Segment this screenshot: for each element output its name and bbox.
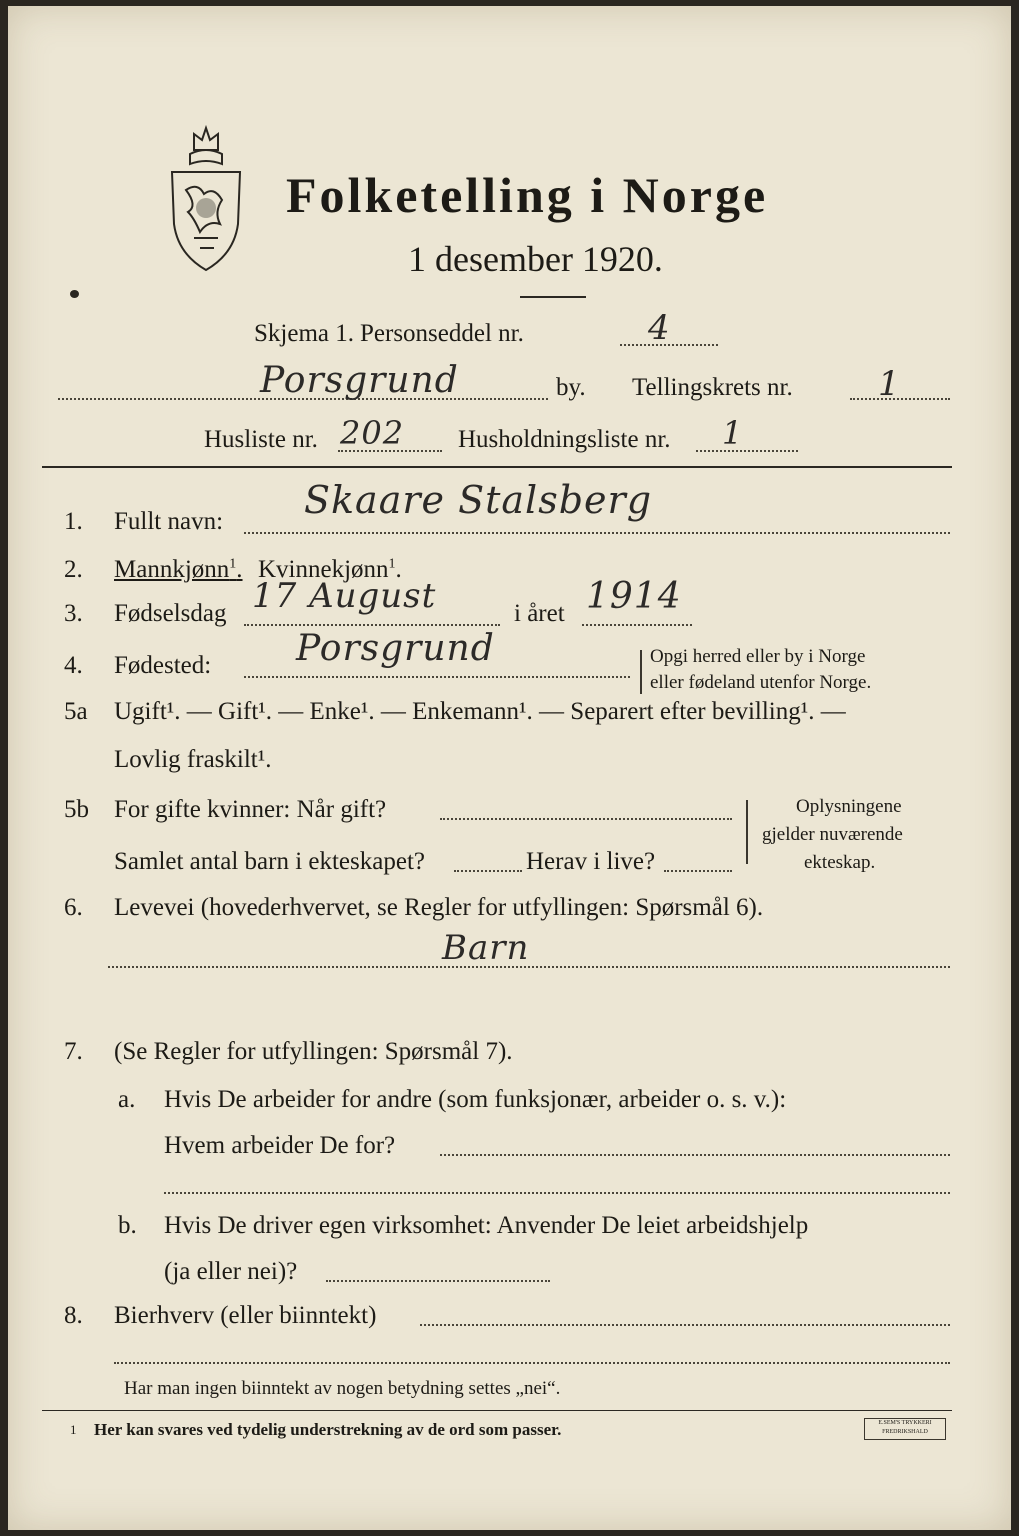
by-value[interactable]: Porsgrund	[260, 360, 459, 401]
q4-label: Fødested:	[114, 652, 212, 679]
employer-field-line-2[interactable]	[164, 1192, 950, 1194]
census-date: 1 desember 1920.	[408, 239, 663, 279]
husholdning-label: Husholdningsliste nr.	[458, 426, 671, 453]
note-bracket	[640, 650, 642, 694]
birth-year-value[interactable]: 1914	[586, 576, 682, 617]
marital-status-divorced[interactable]: Lovlig fraskilt¹.	[114, 746, 272, 773]
q7-number: 7.	[64, 1038, 83, 1065]
marital-status-options[interactable]: Ugift¹. — Gift¹. — Enke¹. — Enkemann¹. — Separert efter bevilling¹. —	[114, 698, 846, 725]
occupation-field-line[interactable]	[108, 966, 950, 968]
husliste-value[interactable]: 202	[340, 414, 405, 452]
footnote-marker: 1	[388, 556, 396, 572]
employer-field-line[interactable]	[440, 1154, 950, 1156]
note-bracket	[746, 800, 748, 864]
q2-number: 2.	[64, 556, 83, 583]
q3-number: 3.	[64, 600, 83, 627]
ink-spot	[70, 290, 79, 298]
occupation-label: Levevei (hovederhvervet, se Regler for utfyllingen: Spørsmål 6).	[114, 894, 764, 921]
form-title: Folketelling i Norge	[286, 167, 769, 223]
q7b-question: Hvis De driver egen virksomhet: Anvender De leiet arbeidshjelp	[164, 1212, 809, 1239]
birthplace-field-line[interactable]	[244, 676, 630, 678]
married-when-field-line[interactable]	[440, 818, 732, 820]
marriage-note-3: ekteskap.	[804, 852, 876, 873]
printer-stamp	[864, 1418, 946, 1440]
children-alive-field-line[interactable]	[664, 870, 732, 872]
marriage-note-2: gjelder nuværende	[762, 824, 903, 845]
sex-option-male[interactable]: Mannkjønn$^1$.	[114, 556, 243, 583]
q4-number: 4.	[64, 652, 83, 679]
birthplace-value[interactable]: Porsgrund	[296, 628, 495, 669]
footnote-number: 1	[70, 1422, 77, 1437]
married-when-label: For gifte kvinner: Når gift?	[114, 796, 387, 823]
side-income-field-line[interactable]	[420, 1324, 950, 1326]
q7b-letter: b.	[118, 1212, 137, 1239]
by-label: by.	[556, 374, 586, 401]
side-income-note: Har man ingen biinntekt av nogen betydning settes „nei“.	[124, 1378, 561, 1399]
skjema-label: Skjema 1.	[254, 320, 354, 347]
footnote-text: Her kan svares ved tydelig understrekning av de ord som passer.	[94, 1420, 562, 1439]
q8-number: 8.	[64, 1302, 83, 1329]
occupation-value[interactable]: Barn	[442, 928, 530, 968]
husholdning-field-line[interactable]	[696, 450, 798, 452]
birthplace-note-2: eller fødeland utenfor Norge.	[650, 672, 872, 693]
personseddel-label: Personseddel nr.	[360, 320, 524, 347]
sex-option-female[interactable]: Kvinnekjønn$^1$.	[258, 556, 402, 583]
marriage-note-1: Oplysningene	[796, 796, 902, 817]
printer-name: E.SEM'S TRYKKERI	[878, 1420, 932, 1426]
footnote-divider	[42, 1410, 952, 1411]
children-total-field-line[interactable]	[454, 870, 522, 872]
year-label: i året	[514, 600, 565, 627]
full-name-value[interactable]: Skaare Stalsberg	[304, 478, 653, 522]
q1-field-line[interactable]	[244, 532, 950, 534]
q3-label: Fødselsdag	[114, 600, 227, 627]
children-alive-label: Herav i live?	[526, 848, 656, 875]
q7a-letter: a.	[118, 1086, 136, 1113]
male-label: Mannkjønn	[114, 556, 230, 583]
q1-number: 1.	[64, 508, 83, 535]
section-divider	[42, 466, 952, 468]
tellingskrets-label: Tellingskrets nr.	[632, 374, 793, 401]
birthplace-note-1: Opgi herred eller by i Norge	[650, 646, 866, 667]
side-income-field-line-2[interactable]	[114, 1362, 950, 1364]
birthday-field-line[interactable]	[244, 624, 500, 626]
q1-label: Fullt navn:	[114, 508, 224, 535]
q7a-question: Hvis De arbeider for andre (som funksjonær, arbeider o. s. v.):	[164, 1086, 787, 1113]
printer-city: FREDRIKSHALD	[882, 1429, 928, 1435]
children-total-label: Samlet antal barn i ekteskapet?	[114, 848, 425, 875]
side-income-label: Bierhverv (eller biinntekt)	[114, 1302, 377, 1329]
personseddel-value[interactable]: 4	[648, 308, 671, 348]
title-divider	[520, 296, 586, 298]
husholdning-value[interactable]: 1	[722, 414, 744, 452]
tellingskrets-value[interactable]: 1	[878, 364, 901, 404]
census-form-page	[8, 6, 1011, 1530]
q5b-number: 5b	[64, 796, 89, 823]
footnote-marker: 1	[229, 556, 237, 572]
hired-help-field-line[interactable]	[326, 1280, 550, 1282]
female-label: Kvinnekjønn	[258, 556, 389, 583]
norway-coat-of-arms-icon	[164, 120, 248, 276]
husliste-label: Husliste nr.	[204, 426, 318, 453]
birth-year-field-line[interactable]	[582, 624, 692, 626]
hired-help-label: (ja eller nei)?	[164, 1258, 298, 1285]
employer-label: Hvem arbeider De for?	[164, 1132, 396, 1159]
q6-number: 6.	[64, 894, 83, 921]
birthday-value[interactable]: 17 August	[252, 576, 437, 616]
q5a-number: 5a	[64, 698, 88, 725]
q7-label: (Se Regler for utfyllingen: Spørsmål 7).	[114, 1038, 513, 1065]
